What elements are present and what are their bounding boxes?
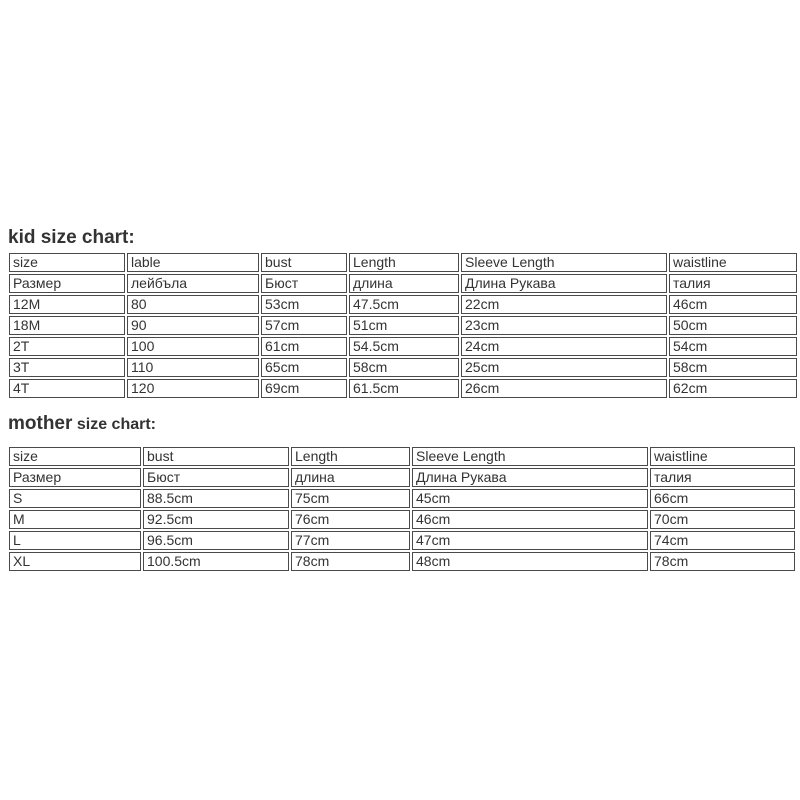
- mother-table-cell: 70cm: [650, 510, 795, 529]
- kid-table-cell: Длина Рукава: [461, 274, 667, 293]
- mother-table-cell: XL: [9, 552, 141, 571]
- mother-table-cell: 46cm: [412, 510, 648, 529]
- mother-table-cell: 66cm: [650, 489, 795, 508]
- mother-table-cell: 76cm: [291, 510, 410, 529]
- mother-table-cell: Length: [291, 447, 410, 466]
- mother-table-cell: 48cm: [412, 552, 648, 571]
- kid-table-cell: 23cm: [461, 316, 667, 335]
- mother-title-rest: size chart:: [72, 416, 156, 433]
- kid-table-cell: талия: [669, 274, 797, 293]
- kid-table-cell: 24cm: [461, 337, 667, 356]
- kid-table-cell: lable: [127, 253, 259, 272]
- mother-table-row: [9, 531, 795, 550]
- kid-table-row: [9, 379, 797, 398]
- mother-table-cell: длина: [291, 468, 410, 487]
- kid-table-cell: 2T: [9, 337, 125, 356]
- mother-header-row-ru: [9, 468, 795, 487]
- kid-table-cell: bust: [261, 253, 347, 272]
- mother-table-row: [9, 489, 795, 508]
- kid-table-cell: 100: [127, 337, 259, 356]
- kid-table-cell: 61.5cm: [349, 379, 459, 398]
- mother-table-cell: 88.5cm: [143, 489, 289, 508]
- kid-table-cell: 120: [127, 379, 259, 398]
- mother-header-row: [9, 447, 795, 466]
- kid-table-cell: size: [9, 253, 125, 272]
- kid-table-cell: 69cm: [261, 379, 347, 398]
- kid-table-cell: 12M: [9, 295, 125, 314]
- mother-table-cell: Длина Рукава: [412, 468, 648, 487]
- kid-table-cell: 3T: [9, 358, 125, 377]
- mother-table-cell: 78cm: [650, 552, 795, 571]
- kid-table-cell: 25cm: [461, 358, 667, 377]
- mother-table-cell: 78cm: [291, 552, 410, 571]
- kid-table-row: [9, 295, 797, 314]
- kid-table-cell: 18M: [9, 316, 125, 335]
- kid-table-cell: 47.5cm: [349, 295, 459, 314]
- kid-table-cell: 57cm: [261, 316, 347, 335]
- mother-table-cell: 92.5cm: [143, 510, 289, 529]
- mother-size-chart-title: [8, 408, 156, 436]
- kid-table-cell: 58cm: [349, 358, 459, 377]
- kid-table-cell: 61cm: [261, 337, 347, 356]
- mother-table-cell: S: [9, 489, 141, 508]
- mother-table-cell: size: [9, 447, 141, 466]
- kid-table-cell: 58cm: [669, 358, 797, 377]
- mother-title-strong: mother: [8, 413, 73, 434]
- mother-table-cell: 77cm: [291, 531, 410, 550]
- kid-table-cell: лейбъла: [127, 274, 259, 293]
- mother-table-row: [9, 510, 795, 529]
- mother-table-cell: M: [9, 510, 141, 529]
- kid-table-cell: Length: [349, 253, 459, 272]
- mother-table-cell: 96.5cm: [143, 531, 289, 550]
- mother-table-cell: 100.5cm: [143, 552, 289, 571]
- kid-table-row: [9, 358, 797, 377]
- mother-table-cell: L: [9, 531, 141, 550]
- mother-table-cell: 74cm: [650, 531, 795, 550]
- kid-table-cell: 65cm: [261, 358, 347, 377]
- mother-table-cell: талия: [650, 468, 795, 487]
- mother-table-cell: Размер: [9, 468, 141, 487]
- kid-table-row: [9, 337, 797, 356]
- mother-table-cell: waistline: [650, 447, 795, 466]
- mother-size-table: [7, 445, 797, 573]
- kid-table-cell: 62cm: [669, 379, 797, 398]
- kid-table-cell: 53cm: [261, 295, 347, 314]
- kid-table-cell: длина: [349, 274, 459, 293]
- mother-table-cell: 75cm: [291, 489, 410, 508]
- mother-table-cell: bust: [143, 447, 289, 466]
- mother-table-cell: Sleeve Length: [412, 447, 648, 466]
- kid-table-cell: waistline: [669, 253, 797, 272]
- mother-table-cell: 47cm: [412, 531, 648, 550]
- kid-table-cell: 4T: [9, 379, 125, 398]
- mother-table-cell: 45cm: [412, 489, 648, 508]
- kid-size-table: [7, 251, 799, 400]
- kid-table-cell: 46cm: [669, 295, 797, 314]
- kid-table-cell: 22cm: [461, 295, 667, 314]
- kid-table-cell: Размер: [9, 274, 125, 293]
- kid-table-cell: 51cm: [349, 316, 459, 335]
- kid-table-cell: 80: [127, 295, 259, 314]
- kid-table-cell: 110: [127, 358, 259, 377]
- kid-header-row-ru: [9, 274, 797, 293]
- kid-table-cell: 54.5cm: [349, 337, 459, 356]
- kid-table-cell: 90: [127, 316, 259, 335]
- kid-table-cell: 50cm: [669, 316, 797, 335]
- kid-size-chart-title: kid size chart:: [8, 227, 135, 248]
- kid-table-row: [9, 316, 797, 335]
- kid-table-cell: Sleeve Length: [461, 253, 667, 272]
- mother-table-cell: Бюст: [143, 468, 289, 487]
- mother-table-row: [9, 552, 795, 571]
- kid-table-cell: 54cm: [669, 337, 797, 356]
- kid-table-cell: Бюст: [261, 274, 347, 293]
- kid-table-cell: 26cm: [461, 379, 667, 398]
- kid-header-row: [9, 253, 797, 272]
